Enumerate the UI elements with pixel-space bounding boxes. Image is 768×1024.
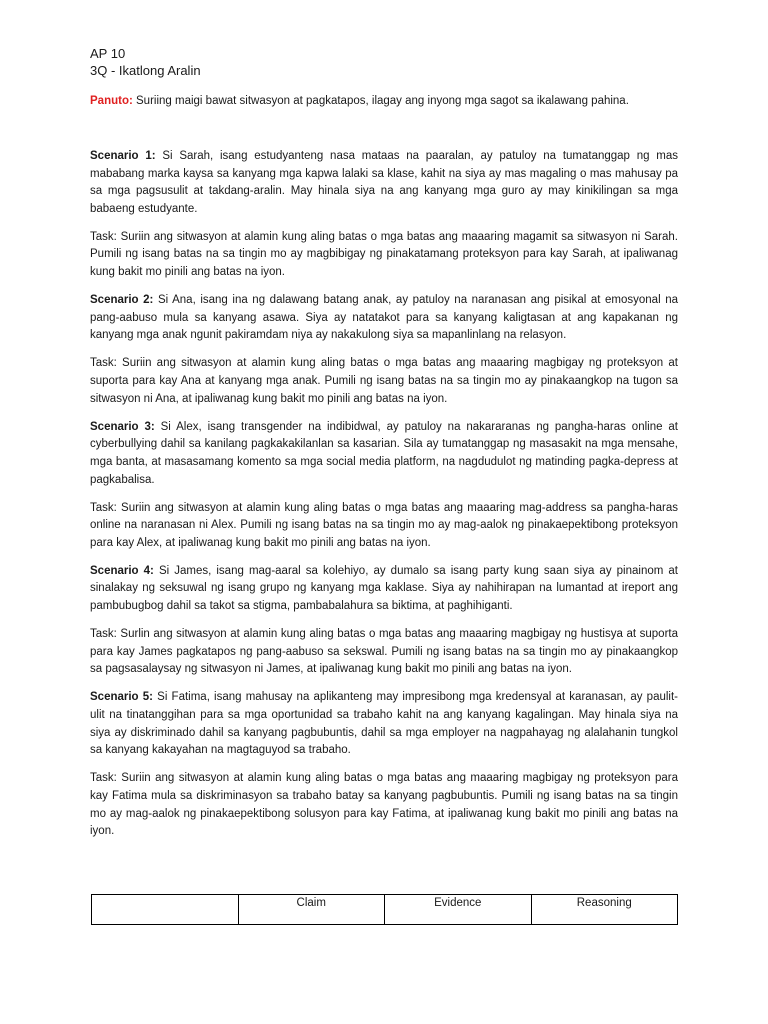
scenario-2-text: Si Ana, isang ina ng dalawang batang anak, ay patuloy na naranasan ang pisikal at emosyonal na pang-aabuso mula sa kanyang asawa. Siya ay natatakot para sa kanyang kaligtasan at ang kapakanan ng kanyang mga anak ngunit pakiramdam niya ay nakakulong siya sa mapanlinlang na relasyon.	[90, 294, 678, 342]
document-header	[90, 45, 201, 79]
answer-table-wrapper	[91, 894, 678, 925]
instructions-text: Suriing maigi bawat sitwasyon at pagkatapos, ilagay ang inyong mga sagot sa ikalawang pahina.	[132, 95, 629, 107]
scenario-1-label: Scenario 1:	[90, 150, 156, 162]
scenario-4	[90, 563, 678, 616]
scenario-2-label: Scenario 2:	[90, 294, 154, 307]
lesson-title: 3Q - Ikatlong Aralin	[90, 63, 201, 78]
subject-title: AP 10	[90, 46, 126, 61]
scenario-3	[90, 419, 678, 489]
answer-table	[91, 894, 678, 925]
scenario-5	[90, 689, 678, 759]
table-header-row	[92, 895, 678, 925]
scenario-4-label: Scenario 4:	[90, 564, 154, 577]
instructions	[90, 93, 690, 109]
scenario-2	[90, 292, 678, 345]
scenario-2-task: Task: Suriin ang sitwasyon at alamin kung aling batas o mga batas ang maaaring magbigay ng proteksyon at suporta para kay Ana at kanyang mga anak. Pumili ng isang batas na sa tingin mo ay pinakaangkop na tugon sa sitwasyon ni Ana, at ipaliwanag kung bakit mo pinili ang batas na iyon.	[90, 357, 678, 405]
scenario-4-text: Si James, isang mag-aaral sa kolehiyo, ay dumalo sa isang party kung saan siya ay pinainom at sinalakay ng seksuwal ng isang grupo ng kanyang mga kaklase. Siya ay nahihirapan na lumantad at ireport ang pambubugbog dahil sa takot sa stigma, pambabalahura sa biktima, at paghihiganti.	[90, 564, 678, 613]
scenario-1-text: Si Sarah, isang estudyanteng nasa mataas na paaralan, ay patuloy na tumatanggap ng mas mababang marka kaysa sa kanyang mga kapwa lalaki sa klase, kahit na siya ay mas magaling o mas mahusay pa sa mga pagsusulit at takdang-aralin. May hinala siya na ang kanyang mga guro ay may kinikilingan sa mga babaeng estudyante.	[90, 150, 678, 215]
table-header-claim: Claim	[238, 895, 385, 925]
instructions-label: Panuto:	[90, 95, 133, 107]
table-header-blank	[92, 895, 239, 925]
scenarios-body	[90, 148, 678, 851]
table-header-evidence: Evidence	[385, 895, 532, 925]
scenario-3-task: Task: Suriin ang sitwasyon at alamin kung aling batas o mga batas ang maaaring mag-address sa pangha-haras online na naranasan ni Alex. Pumili ng isang batas na sa tingin mo ay mag-aalok ng pinakaepektibong proteksyon para kay Alex, at ipaliwanag kung bakit mo pinili ang batas na iyon.	[90, 501, 678, 549]
scenario-5-task: Task: Suriin ang sitwasyon at alamin kung aling batas o mga batas ang maaaring magbigay ng proteksyon para kay Fatima mula sa diskriminasyon sa trabaho batay sa kanyang pagbubuntis. Pumili ng isang batas na sa tingin mo ay mag-aalok ng pinakaepektibong solusyon para kay Fatima, at ipaliwanag kung bakit mo pinili ang batas na iyon.	[90, 772, 678, 838]
scenario-1	[90, 148, 678, 218]
scenario-1-task: Task: Suriin ang sitwasyon at alamin kung aling batas o mga batas ang maaaring magamit sa sitwasyon ni Sarah. Pumili ng isang batas na sa tingin mo ay magbibigay ng pinakatamang proteksyon para kay Sarah, at ipaliwanag kung bakit mo pinili ang batas na iyon.	[90, 230, 678, 279]
scenario-4-task: Task: Surlin ang sitwasyon at alamin kung aling batas o mga batas ang maaaring magbigay ng hustisya at suporta para kay James pagkatapos ng pang-aabuso sa sekswal. Pumili ng isang batas na sa tingin mo ay pinakaangkop sa pagsasalaysay ng sitwasyon ni James, at ipaliwanag kung bakit mo pinili ang batas na iyon.	[90, 628, 678, 676]
scenario-5-label: Scenario 5:	[90, 691, 153, 704]
scenario-5-text: Si Fatima, isang mahusay na aplikanteng may impresibong mga kredensyal at karanasan, ay paulit-ulit na tinatanggihan para sa mga oportunidad sa trabaho kahit na ang kanyang kagalingan. May hinala siya na siya ay diskriminado dahil sa kanyang pagbubuntis, dahil sa mga employer na nagpahayag ng alalahanin tungkol sa kanyang kakayahan na magtaguyod sa trabaho.	[90, 691, 678, 757]
table-header-reasoning: Reasoning	[531, 895, 678, 925]
scenario-3-label: Scenario 3:	[90, 420, 155, 433]
scenario-3-text: Si Alex, isang transgender na indibidwal, ay patuloy na nakararanas ng pangha-haras online at cyberbullying dahil sa kanilang pagkakakilanlan sa kasarian. Sila ay tumatanggap ng masasakit na mga mensahe, mga banta, at masasamang komento sa mga social media platform, na nagdudulot ng matinding pagka-depress at pagkabalisa.	[90, 420, 678, 486]
